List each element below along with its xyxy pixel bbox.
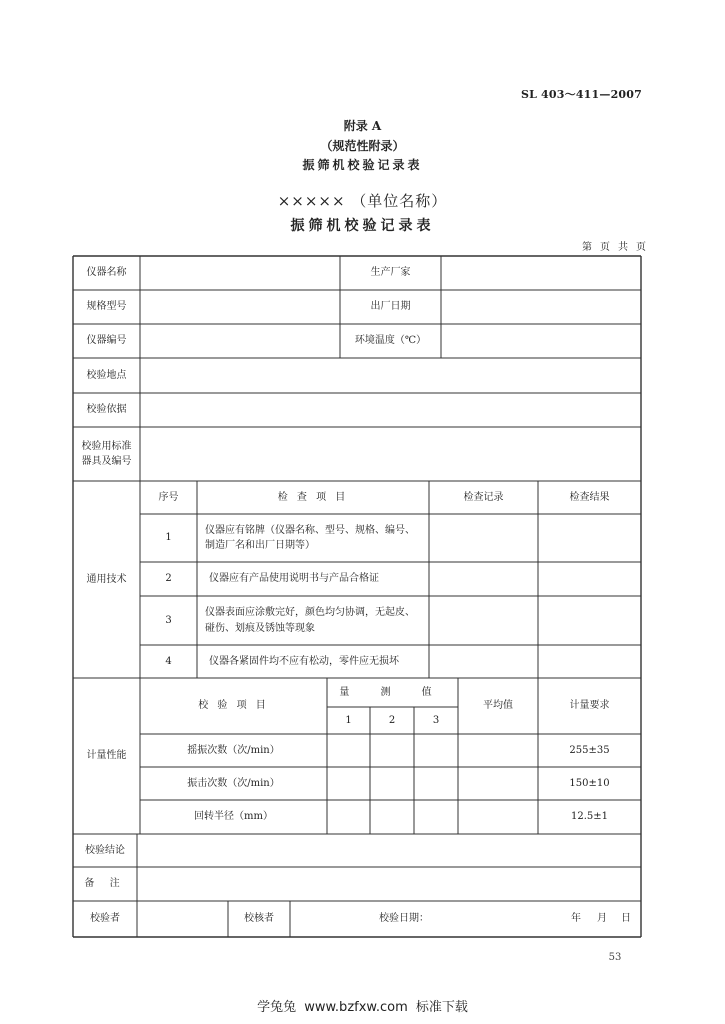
general-row-seq: 4 (165, 655, 172, 667)
label-env-temp: 环境温度（℃） (354, 335, 427, 347)
general-row-text: 仪器各紧固件均不应有松动，零件应无损坏 (209, 655, 399, 667)
label-model: 规格型号 (86, 301, 127, 313)
normative-label: （规范性附录） (320, 139, 405, 153)
date-day: 日 (621, 913, 631, 925)
metrology-row-item: 回转半径（mm） (194, 811, 273, 823)
section-metrology-label: 计量性能 (86, 750, 127, 762)
unit-name: ××××× （单位名称） (277, 192, 448, 210)
header-check-record: 检查记录 (463, 491, 504, 503)
header-seq: 序号 (158, 491, 179, 503)
general-row-seq: 1 (165, 532, 172, 544)
header-verify-item: 校 验 项 目 (198, 700, 269, 712)
page-info: 第 页 共 页 (582, 242, 646, 253)
label-conclusion: 校验结论 (85, 844, 125, 856)
standard-code: SL 403～411—2007 (520, 88, 642, 101)
date-year: 年 (571, 913, 581, 925)
label-verifier: 校验者 (90, 913, 120, 925)
metrology-row-requirement: 255±35 (569, 744, 610, 756)
section-general-label: 通用技术 (86, 573, 127, 585)
footer-watermark: 学兔兔 www.bzfxw.com 标准下载 (257, 1000, 468, 1015)
header-measure-1: 1 (345, 714, 352, 726)
header-measured-value: 量 测 值 (339, 686, 446, 698)
label-verify-date: 校验日期： (379, 913, 429, 925)
metrology-row-item: 振击次数（次/min） (187, 777, 280, 789)
label-manufacturer: 生产厂家 (370, 267, 411, 279)
general-row-text: 仪器应有产品使用说明书与产品合格证 (209, 573, 379, 585)
header-requirement: 计量要求 (569, 700, 610, 712)
header-check-item: 检 查 项 目 (277, 491, 349, 503)
appendix-title: 附录 A (343, 119, 382, 133)
general-row-seq: 2 (165, 573, 172, 585)
label-std-instruments: 校验用标准器具及编号 (81, 440, 132, 467)
label-factory-date: 出厂日期 (370, 301, 411, 313)
form-name-large: 振筛机校验记录表 (290, 218, 435, 234)
label-remarks: 备 注 (84, 878, 126, 890)
general-row-text: 仪器表面应涂敷完好，颜色均匀协调，无起皮、碰伤、划痕及锈蚀等现象 (205, 607, 415, 634)
header-measure-2: 2 (388, 714, 396, 726)
metrology-row-item: 摇振次数（次/min） (187, 744, 280, 756)
general-row-text: 仪器应有铭牌（仪器名称、型号、规格、编号、制造厂名和出厂日期等） (205, 524, 415, 551)
label-instrument-name: 仪器名称 (86, 267, 127, 279)
label-serial-no: 仪器编号 (86, 335, 127, 347)
metrology-row-requirement: 12.5±1 (570, 811, 608, 823)
label-location: 校验地点 (86, 369, 127, 381)
page-number: 53 (608, 952, 622, 963)
date-month: 月 (597, 913, 607, 925)
header-measure-3: 3 (432, 714, 440, 726)
header-check-result: 检查结果 (569, 491, 610, 503)
form-name-small: 振筛机校验记录表 (302, 158, 423, 172)
label-reviewer: 校核者 (244, 913, 274, 925)
header-average: 平均值 (483, 700, 513, 712)
label-basis: 校验依据 (86, 404, 127, 416)
general-row-seq: 3 (165, 614, 172, 626)
metrology-row-requirement: 150±10 (569, 777, 610, 789)
